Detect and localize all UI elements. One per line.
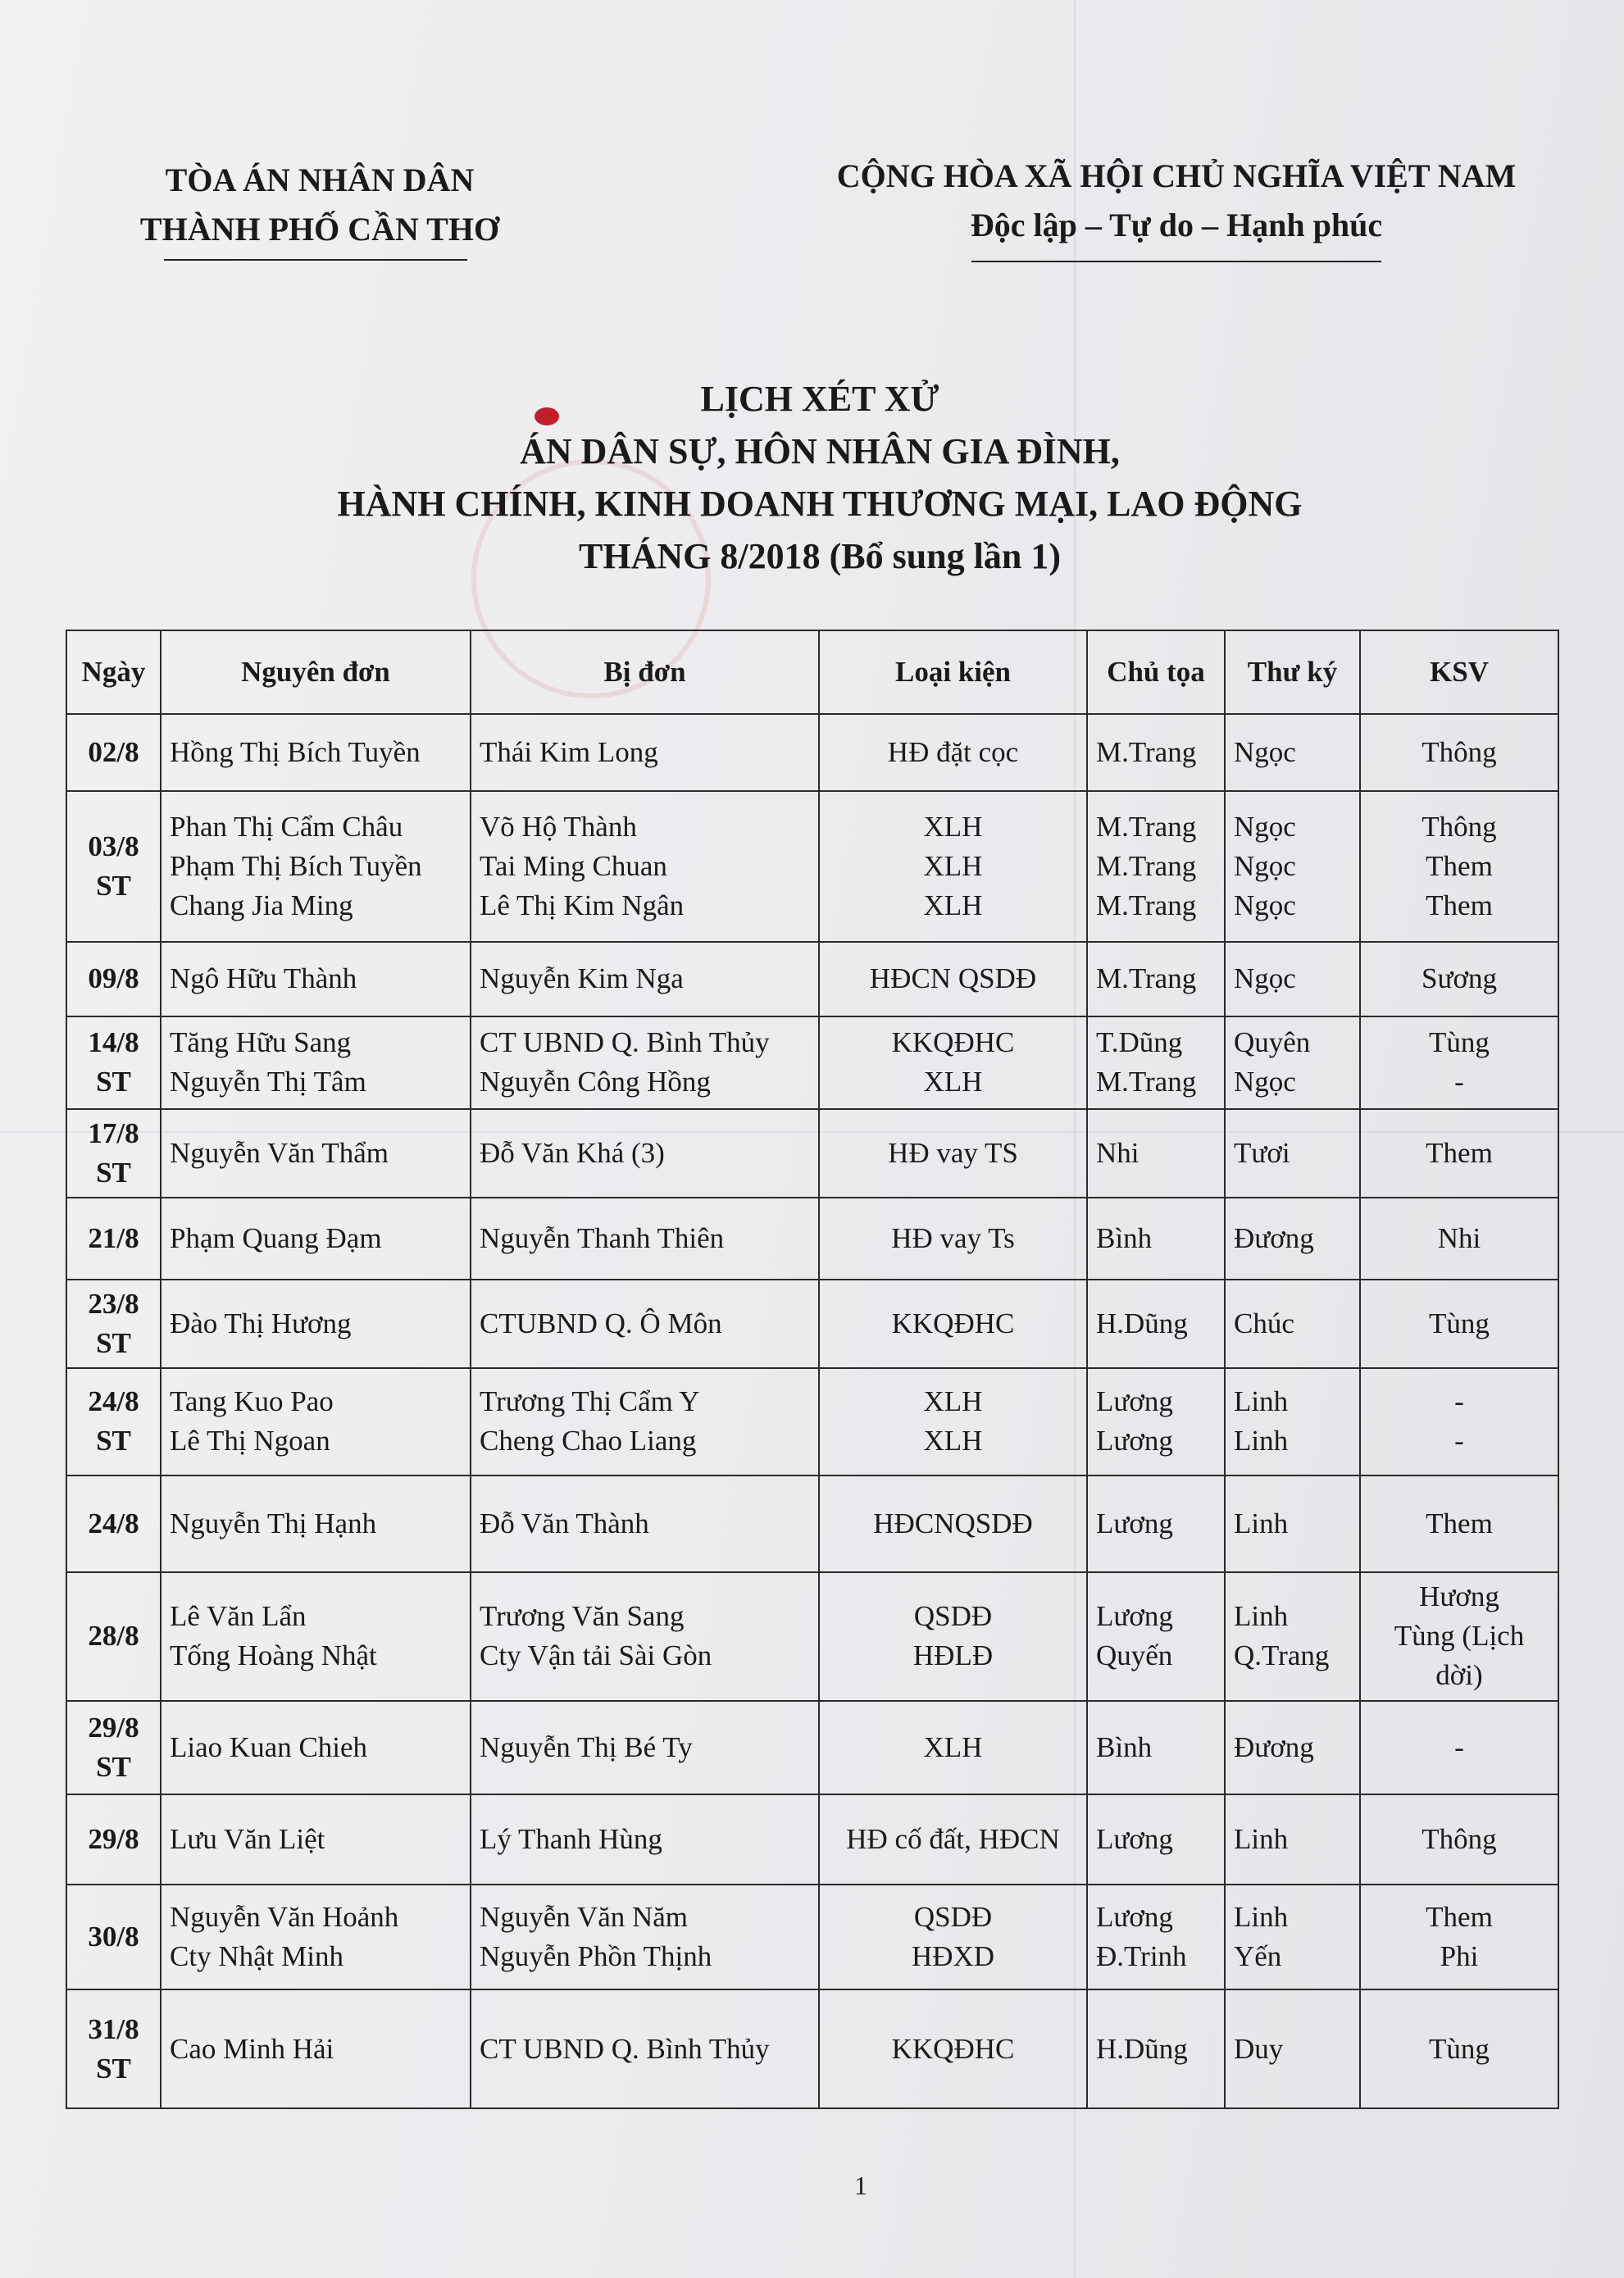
table-row xyxy=(66,1794,1558,1885)
clerk-cell-line: Linh xyxy=(1234,1823,1289,1856)
presiding-judge-cell-line: M.Trang xyxy=(1096,849,1197,882)
case-type-cell xyxy=(819,1198,1087,1280)
plaintiff-cell-line: Tăng Hữu Sang xyxy=(170,1026,352,1059)
clerk-cell-line: Ngọc xyxy=(1234,962,1296,995)
defendant-cell-line: Trương Văn Sang xyxy=(480,1600,685,1633)
motto: Độc lập – Tự do – Hạnh phúc xyxy=(970,207,1383,243)
plaintiff-cell-line: Liao Kuan Chieh xyxy=(170,1731,368,1764)
clerk-cell-line: Ngọc xyxy=(1234,889,1296,921)
prosecutor-cell xyxy=(1360,1701,1558,1794)
table-row xyxy=(66,1572,1558,1701)
clerk-cell xyxy=(1225,1885,1360,1989)
case-type-cell-line: HĐ vay Ts xyxy=(891,1221,1015,1254)
defendant-cell-line: Đỗ Văn Khá (3) xyxy=(480,1136,665,1169)
republic-name: CỘNG HÒA XÃ HỘI CHỦ NGHĨA VIỆT NAM xyxy=(836,157,1517,194)
clerk-cell xyxy=(1225,1794,1360,1885)
prosecutor-cell xyxy=(1360,791,1558,942)
defendant-cell xyxy=(471,1368,819,1475)
plaintiff-cell xyxy=(161,1572,471,1701)
case-type-cell xyxy=(819,714,1087,791)
presiding-judge-cell-line: Quyến xyxy=(1096,1639,1173,1672)
presiding-judge-cell xyxy=(1087,1280,1225,1368)
day-cell xyxy=(66,1701,161,1794)
case-type-cell-line: QSDĐ xyxy=(913,1901,993,1934)
prosecutor-cell-line: - xyxy=(1454,1731,1464,1764)
defendant-cell xyxy=(471,1109,819,1198)
defendant-cell xyxy=(471,1198,819,1280)
prosecutor-cell xyxy=(1360,1572,1558,1701)
day-cell xyxy=(66,1368,161,1475)
header-prosecutor: KSV xyxy=(1360,630,1558,714)
clerk-cell-line: Linh xyxy=(1234,1507,1289,1539)
defendant-cell xyxy=(471,1701,819,1794)
table-row xyxy=(66,791,1558,942)
defendant-cell-line: Trương Thị Cẩm Y xyxy=(480,1385,700,1418)
plaintiff-cell-line: Tống Hoàng Nhật xyxy=(170,1639,377,1672)
defendant-cell-line: Nguyễn Kim Nga xyxy=(480,962,684,995)
day-cell xyxy=(66,1885,161,1989)
prosecutor-cell-line: Hương xyxy=(1419,1580,1499,1613)
plaintiff-cell xyxy=(161,1109,471,1198)
presiding-judge-cell-line: H.Dũng xyxy=(1096,1307,1188,1339)
defendant-cell-line: Võ Hộ Thành xyxy=(480,810,637,843)
day-cell xyxy=(66,942,161,1017)
clerk-cell-line: Chúc xyxy=(1234,1307,1294,1339)
plaintiff-cell xyxy=(161,1885,471,1989)
day-cell-line: 14/8 xyxy=(88,1026,139,1059)
presiding-judge-cell-line: M.Trang xyxy=(1096,1066,1197,1098)
header-case-type: Loại kiện xyxy=(819,630,1087,714)
header-clerk: Thư ký xyxy=(1225,630,1360,714)
presiding-judge-cell-line: M.Trang xyxy=(1096,889,1197,921)
clerk-cell xyxy=(1225,791,1360,942)
day-cell-line: ST xyxy=(96,1066,131,1098)
court-name-line-1: TÒA ÁN NHÂN DÂN xyxy=(165,161,475,198)
table-row xyxy=(66,1109,1558,1198)
case-type-cell-line: HĐLĐ xyxy=(912,1639,994,1672)
prosecutor-cell xyxy=(1360,1280,1558,1368)
defendant-cell-line: Nguyễn Thanh Thiên xyxy=(480,1221,725,1254)
defendant-cell-line: CT UBND Q. Bình Thủy xyxy=(480,1026,770,1059)
day-cell-line: ST xyxy=(96,1156,131,1189)
prosecutor-cell-line: Tùng xyxy=(1429,2032,1490,2065)
prosecutor-cell xyxy=(1360,1198,1558,1280)
presiding-judge-cell xyxy=(1087,1701,1225,1794)
clerk-cell xyxy=(1225,1701,1360,1794)
day-cell-line: 17/8 xyxy=(88,1116,139,1149)
plaintiff-cell-line: Phạm Quang Đạm xyxy=(170,1221,382,1254)
defendant-cell-line: Nguyễn Thị Bé Ty xyxy=(480,1731,693,1764)
presiding-judge-cell xyxy=(1087,1016,1225,1108)
document-title xyxy=(246,373,1394,583)
plaintiff-cell xyxy=(161,791,471,942)
table-row xyxy=(66,1701,1558,1794)
defendant-cell xyxy=(471,714,819,791)
clerk-cell-line: Linh xyxy=(1234,1600,1289,1633)
case-type-cell xyxy=(819,942,1087,1017)
prosecutor-cell-line: Thông xyxy=(1422,810,1497,843)
national-motto-header xyxy=(721,152,1624,250)
court-header xyxy=(82,156,557,254)
day-cell-line: 29/8 xyxy=(88,1712,139,1744)
plaintiff-cell xyxy=(161,942,471,1017)
case-type-cell-line: HĐXD xyxy=(911,1940,995,1973)
plaintiff-cell-line: Lê Văn Lẩn xyxy=(170,1600,307,1633)
day-cell-line: 30/8 xyxy=(88,1921,139,1953)
plaintiff-cell-line: Cty Nhật Minh xyxy=(170,1940,343,1973)
prosecutor-cell-line: Them xyxy=(1426,1507,1493,1539)
presiding-judge-cell-line: M.Trang xyxy=(1096,810,1197,843)
plaintiff-cell-line: Nguyễn Thị Hạnh xyxy=(170,1507,377,1539)
prosecutor-cell-line: Them xyxy=(1426,1901,1493,1934)
presiding-judge-cell xyxy=(1087,714,1225,791)
day-cell xyxy=(66,1198,161,1280)
prosecutor-cell-line: Sương xyxy=(1422,962,1497,995)
prosecutor-cell-line: Tùng xyxy=(1429,1307,1490,1339)
header-presiding-judge: Chủ tọa xyxy=(1087,630,1225,714)
day-cell-line: 09/8 xyxy=(88,962,139,995)
defendant-cell-line: Cheng Chao Liang xyxy=(480,1425,697,1457)
defendant-cell xyxy=(471,791,819,942)
day-cell-line: ST xyxy=(96,1425,131,1457)
presiding-judge-cell-line: Bình xyxy=(1096,1221,1153,1254)
clerk-cell xyxy=(1225,714,1360,791)
prosecutor-cell-line: Nhi xyxy=(1437,1221,1481,1254)
clerk-cell xyxy=(1225,1198,1360,1280)
clerk-cell xyxy=(1225,1016,1360,1108)
case-type-cell-line: HĐ cố đất, HĐCN xyxy=(846,1823,1060,1856)
presiding-judge-cell-line: T.Dũng xyxy=(1096,1026,1183,1059)
day-cell xyxy=(66,1794,161,1885)
header-plaintiff: Nguyên đơn xyxy=(161,630,471,714)
defendant-cell-line: Cty Vận tải Sài Gòn xyxy=(480,1639,712,1672)
day-cell xyxy=(66,714,161,791)
day-cell-line: 03/8 xyxy=(88,830,139,862)
prosecutor-cell xyxy=(1360,1109,1558,1198)
day-cell-line: 02/8 xyxy=(88,735,139,768)
defendant-cell-line: CTUBND Q. Ô Môn xyxy=(480,1307,722,1339)
case-type-cell-line: KKQĐHC xyxy=(891,1307,1015,1339)
case-type-cell-line: HĐCNQSDĐ xyxy=(873,1507,1033,1539)
table-row xyxy=(66,1885,1558,1989)
prosecutor-cell-line: - xyxy=(1454,1425,1464,1457)
table-row xyxy=(66,1198,1558,1280)
presiding-judge-cell-line: Lương xyxy=(1096,1901,1173,1934)
prosecutor-cell xyxy=(1360,1368,1558,1475)
title-line-3: HÀNH CHÍNH, KINH DOANH THƯƠNG MẠI, LAO ĐỘNG xyxy=(337,484,1303,524)
plaintiff-cell-line: Cao Minh Hải xyxy=(170,2032,334,2065)
table-row xyxy=(66,1368,1558,1475)
case-type-cell-line: XLH xyxy=(923,1731,983,1764)
prosecutor-cell-line: - xyxy=(1454,1066,1464,1098)
plaintiff-cell xyxy=(161,1368,471,1475)
plaintiff-cell xyxy=(161,1989,471,2108)
presiding-judge-cell-line: Đ.Trinh xyxy=(1096,1940,1187,1973)
prosecutor-cell-line: Them xyxy=(1426,889,1493,921)
clerk-cell-line: Duy xyxy=(1234,2032,1284,2065)
day-cell-line: ST xyxy=(96,869,131,902)
clerk-cell-line: Tươi xyxy=(1234,1136,1290,1169)
plaintiff-cell-line: Chang Jia Ming xyxy=(170,889,353,921)
plaintiff-cell xyxy=(161,1198,471,1280)
day-cell-line: ST xyxy=(96,2052,131,2085)
day-cell-line: 23/8 xyxy=(88,1287,139,1320)
defendant-cell xyxy=(471,1885,819,1989)
clerk-cell xyxy=(1225,1109,1360,1198)
case-type-cell-line: XLH xyxy=(923,889,983,921)
prosecutor-cell xyxy=(1360,1885,1558,1989)
presiding-judge-cell xyxy=(1087,1475,1225,1572)
day-cell-line: 31/8 xyxy=(88,2012,139,2045)
case-type-cell xyxy=(819,1475,1087,1572)
presiding-judge-cell xyxy=(1087,942,1225,1017)
clerk-cell-line: Ngọc xyxy=(1234,849,1296,882)
prosecutor-cell xyxy=(1360,714,1558,791)
defendant-cell xyxy=(471,1280,819,1368)
defendant-cell xyxy=(471,942,819,1017)
plaintiff-cell xyxy=(161,1016,471,1108)
plaintiff-cell-line: Hồng Thị Bích Tuyền xyxy=(170,735,421,768)
plaintiff-cell-line: Nguyễn Văn Thẩm xyxy=(170,1136,389,1169)
presiding-judge-cell xyxy=(1087,1198,1225,1280)
case-type-cell-line: QSDĐ xyxy=(913,1600,993,1633)
plaintiff-cell-line: Nguyễn Thị Tâm xyxy=(170,1066,366,1098)
prosecutor-cell xyxy=(1360,942,1558,1017)
defendant-cell-line: Tai Ming Chuan xyxy=(480,849,667,882)
title-line-2: ÁN DÂN SỰ, HÔN NHÂN GIA ĐÌNH, xyxy=(520,431,1120,471)
table-header-row xyxy=(66,630,1558,714)
case-type-cell-line: XLH xyxy=(923,1066,983,1098)
case-type-cell xyxy=(819,1368,1087,1475)
defendant-cell xyxy=(471,1989,819,2108)
defendant-cell-line: Thái Kim Long xyxy=(480,735,658,768)
case-type-cell-line: XLH xyxy=(923,1385,983,1418)
table-row xyxy=(66,714,1558,791)
title-line-4: THÁNG 8/2018 (Bổ sung lần 1) xyxy=(579,536,1061,576)
plaintiff-cell-line: Phạm Thị Bích Tuyền xyxy=(170,849,422,882)
presiding-judge-cell-line: Lương xyxy=(1096,1823,1173,1856)
clerk-cell xyxy=(1225,1572,1360,1701)
header-defendant: Bị đơn xyxy=(471,630,819,714)
presiding-judge-cell xyxy=(1087,1572,1225,1701)
case-type-cell xyxy=(819,1794,1087,1885)
defendant-cell xyxy=(471,1572,819,1701)
day-cell-line: 24/8 xyxy=(88,1385,139,1418)
plaintiff-cell-line: Phan Thị Cẩm Châu xyxy=(170,810,403,843)
table-row xyxy=(66,942,1558,1017)
defendant-cell xyxy=(471,1475,819,1572)
clerk-cell-line: Quyên xyxy=(1234,1026,1311,1059)
prosecutor-cell-line: Tùng (Lịch dời) xyxy=(1394,1620,1525,1692)
plaintiff-cell xyxy=(161,1701,471,1794)
day-cell xyxy=(66,1572,161,1701)
presiding-judge-cell-line: Nhi xyxy=(1096,1136,1140,1169)
plaintiff-cell-line: Tang Kuo Pao xyxy=(170,1385,334,1418)
presiding-judge-cell-line: H.Dũng xyxy=(1096,2032,1188,2065)
presiding-judge-cell xyxy=(1087,791,1225,942)
prosecutor-cell xyxy=(1360,1016,1558,1108)
plaintiff-cell-line: Lưu Văn Liệt xyxy=(170,1823,325,1856)
court-name-line-2: THÀNH PHỐ CẦN THƠ xyxy=(139,211,500,248)
trial-schedule-table xyxy=(66,630,1559,2109)
clerk-cell-line: Ngọc xyxy=(1234,1066,1296,1098)
case-type-cell xyxy=(819,1572,1087,1701)
prosecutor-cell-line: Thông xyxy=(1422,735,1497,768)
day-cell-line: 28/8 xyxy=(88,1620,139,1653)
plaintiff-cell xyxy=(161,1475,471,1572)
case-type-cell-line: KKQĐHC xyxy=(891,2032,1015,2065)
case-type-cell-line: XLH xyxy=(923,1425,983,1457)
clerk-cell-line: Ngọc xyxy=(1234,735,1296,768)
case-type-cell xyxy=(819,1016,1087,1108)
day-cell-line: 21/8 xyxy=(88,1221,139,1254)
clerk-cell-line: Q.Trang xyxy=(1234,1639,1330,1672)
prosecutor-cell xyxy=(1360,1475,1558,1572)
case-type-cell-line: XLH xyxy=(923,849,983,882)
presiding-judge-cell-line: Lương xyxy=(1096,1385,1173,1418)
plaintiff-cell-line: Đào Thị Hương xyxy=(170,1307,352,1339)
page-number: 1 xyxy=(854,2171,867,2200)
table-row xyxy=(66,1280,1558,1368)
presiding-judge-cell-line: Lương xyxy=(1096,1425,1173,1457)
clerk-cell-line: Ngọc xyxy=(1234,810,1296,843)
prosecutor-cell-line: - xyxy=(1454,1385,1464,1418)
day-cell-line: 24/8 xyxy=(88,1507,139,1539)
presiding-judge-cell xyxy=(1087,1885,1225,1989)
defendant-cell-line: Đỗ Văn Thành xyxy=(480,1507,649,1539)
defendant-cell-line: Nguyễn Phồn Thịnh xyxy=(480,1940,712,1973)
clerk-cell xyxy=(1225,942,1360,1017)
defendant-cell-line: Lê Thị Kim Ngân xyxy=(480,889,685,921)
presiding-judge-cell-line: M.Trang xyxy=(1096,735,1197,768)
clerk-cell xyxy=(1225,1475,1360,1572)
day-cell xyxy=(66,1475,161,1572)
day-cell xyxy=(66,1016,161,1108)
table-row xyxy=(66,1475,1558,1572)
defendant-cell-line: CT UBND Q. Bình Thủy xyxy=(480,2032,770,2065)
case-type-cell-line: XLH xyxy=(923,810,983,843)
day-cell xyxy=(66,1280,161,1368)
clerk-cell-line: Linh xyxy=(1234,1901,1289,1934)
case-type-cell xyxy=(819,1701,1087,1794)
clerk-cell-line: Linh xyxy=(1234,1425,1289,1457)
case-type-cell-line: HĐCN QSDĐ xyxy=(869,962,1037,995)
plaintiff-cell xyxy=(161,1280,471,1368)
header-day: Ngày xyxy=(66,630,161,714)
clerk-cell xyxy=(1225,1280,1360,1368)
day-cell xyxy=(66,791,161,942)
presiding-judge-cell-line: M.Trang xyxy=(1096,962,1197,995)
case-type-cell xyxy=(819,791,1087,942)
day-cell-line: ST xyxy=(96,1751,131,1784)
day-cell xyxy=(66,1109,161,1198)
case-type-cell xyxy=(819,1989,1087,2108)
prosecutor-cell xyxy=(1360,1989,1558,2108)
case-type-cell-line: HĐ vay TS xyxy=(888,1136,1018,1169)
day-cell xyxy=(66,1989,161,2108)
prosecutor-cell-line: Them xyxy=(1426,1136,1493,1169)
plaintiff-cell xyxy=(161,714,471,791)
presiding-judge-cell-line: Bình xyxy=(1096,1731,1153,1764)
clerk-cell-line: Đương xyxy=(1234,1731,1314,1764)
table-row xyxy=(66,1016,1558,1108)
case-type-cell xyxy=(819,1885,1087,1989)
court-header-underline xyxy=(164,259,467,261)
defendant-cell-line: Nguyễn Văn Năm xyxy=(480,1901,689,1934)
day-cell-line: 29/8 xyxy=(88,1823,139,1856)
plaintiff-cell-line: Nguyễn Văn Hoảnh xyxy=(170,1901,399,1934)
clerk-cell xyxy=(1225,1989,1360,2108)
case-type-cell-line: KKQĐHC xyxy=(891,1026,1015,1059)
presiding-judge-cell xyxy=(1087,1368,1225,1475)
table-row xyxy=(66,1989,1558,2108)
defendant-cell xyxy=(471,1016,819,1108)
case-type-cell-line: HĐ đặt cọc xyxy=(887,735,1019,768)
clerk-cell-line: Yến xyxy=(1234,1940,1282,1973)
presiding-judge-cell xyxy=(1087,1989,1225,2108)
defendant-cell-line: Lý Thanh Hùng xyxy=(480,1823,662,1856)
clerk-cell-line: Đương xyxy=(1234,1221,1314,1254)
prosecutor-cell-line: Thông xyxy=(1422,1823,1497,1856)
plaintiff-cell-line: Lê Thị Ngoan xyxy=(170,1425,330,1457)
presiding-judge-cell xyxy=(1087,1794,1225,1885)
defendant-cell-line: Nguyễn Công Hồng xyxy=(480,1066,711,1098)
defendant-cell xyxy=(471,1794,819,1885)
motto-underline xyxy=(971,261,1381,262)
clerk-cell-line: Linh xyxy=(1234,1385,1289,1418)
case-type-cell xyxy=(819,1109,1087,1198)
plaintiff-cell xyxy=(161,1794,471,1885)
prosecutor-cell-line: Them xyxy=(1426,849,1493,882)
presiding-judge-cell xyxy=(1087,1109,1225,1198)
case-type-cell xyxy=(819,1280,1087,1368)
plaintiff-cell-line: Ngô Hữu Thành xyxy=(170,962,357,995)
day-cell-line: ST xyxy=(96,1326,131,1359)
prosecutor-cell-line: Tùng xyxy=(1429,1026,1490,1059)
prosecutor-cell xyxy=(1360,1794,1558,1885)
prosecutor-cell-line: Phi xyxy=(1440,1940,1479,1973)
presiding-judge-cell-line: Lương xyxy=(1096,1507,1173,1539)
clerk-cell xyxy=(1225,1368,1360,1475)
presiding-judge-cell-line: Lương xyxy=(1096,1600,1173,1633)
title-line-1: LỊCH XÉT XỬ xyxy=(700,379,939,419)
